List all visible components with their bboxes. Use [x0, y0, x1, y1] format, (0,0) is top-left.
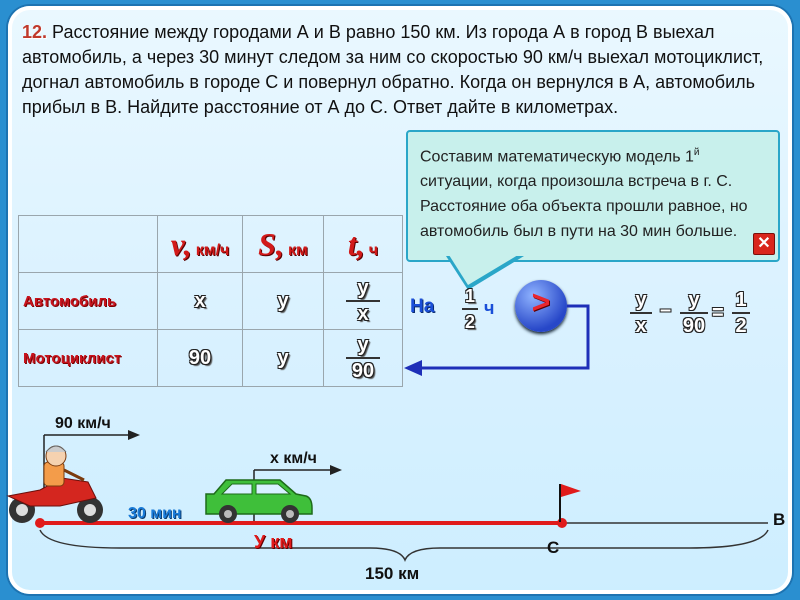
moto-distance-cell: y [243, 330, 324, 387]
point-a [35, 518, 45, 528]
row-label-moto: Мотоциклист [19, 330, 158, 387]
close-hint-button[interactable]: ✕ [753, 233, 775, 255]
motorcyclist-icon [8, 446, 103, 523]
header-distance: S, км [243, 216, 324, 273]
eq-fraction-half: $\frac{1}{2}$ [732, 289, 750, 337]
row-label-car: Автомобиль [19, 273, 158, 330]
flag-icon [560, 484, 581, 522]
header-time: t, ч [324, 216, 403, 273]
moto-speed-cell: 90 [158, 330, 243, 387]
hours-unit: ч [484, 298, 495, 318]
eq-fraction-y-x: $\frac{y}{x}$ [630, 289, 652, 337]
greater-than-button[interactable]: > [515, 280, 567, 332]
car-distance-cell: y [243, 273, 324, 330]
point-b-label: В [773, 510, 786, 529]
eq-equals: = [712, 302, 724, 324]
car-icon [206, 480, 312, 523]
distance-y-label: У км [254, 532, 293, 552]
moto-time-cell: $\frac{y}{90}$ [324, 330, 403, 387]
point-c-label: С [547, 538, 560, 557]
distance-brace [40, 530, 768, 560]
moto-speed-label: 90 км/ч [55, 415, 111, 432]
problem-text: Расстояние между городами А и В равно 150 км. Из города А в город В выехал автомобиль, а через 30 минут следом за ним со скоростью 90 км/ч выехал мотоциклист, догнал автомобиль в городе С и повернул обратно. Когда он вернулся в А, автомобиль прибыл в В. Найдите расстояние от А до С. Ответ дайте в километрах. [22, 22, 764, 117]
car-time-cell: $\frac{y}{x}$ [324, 273, 403, 330]
hint-text: Составим математическую модель $1^й$ ситуации, когда произошла встреча в г. С. Расстояние оба объекта прошли равное, но автомобиль был в пути на 30 мин больше. [420, 147, 748, 241]
problem-number: 12. [22, 22, 48, 42]
point-c [557, 518, 567, 528]
car-speed-cell: x [158, 273, 243, 330]
total-distance-label: 150 км [365, 564, 420, 583]
car-speed-label: x км/ч [270, 450, 317, 467]
delay-label: 30 мин [128, 505, 182, 522]
eq-minus: – [660, 299, 672, 321]
return-arrow [404, 306, 588, 376]
comparison-prefix: На [410, 296, 435, 317]
half-fraction: $\frac{1}{2}$ [462, 285, 478, 333]
header-speed: v, км/ч [158, 216, 243, 273]
eq-fraction-y-90: $\frac{y}{90}$ [680, 289, 708, 337]
